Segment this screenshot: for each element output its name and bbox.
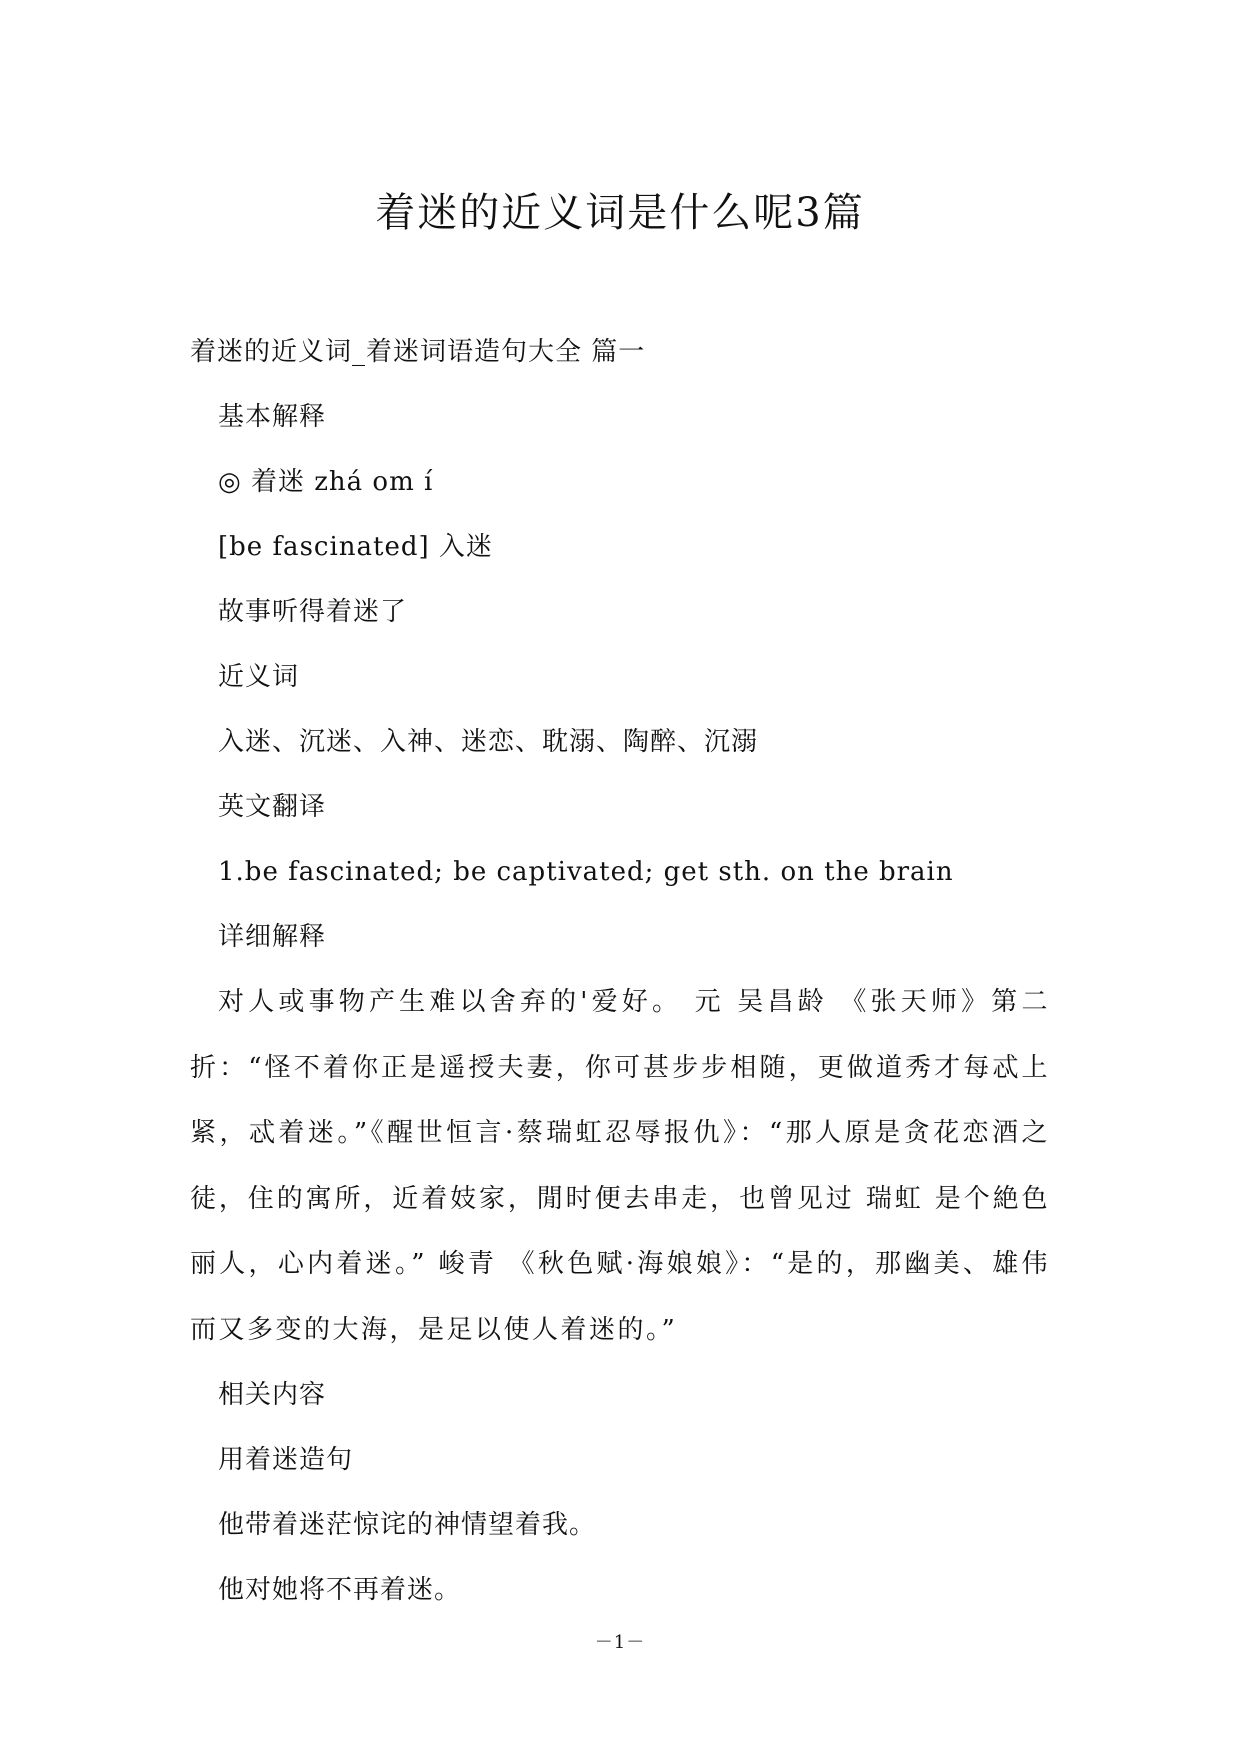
detailed-explanation-heading: 详细解释 bbox=[218, 922, 327, 952]
section-heading: 着迷的近义词_着迷词语造句大全 篇一 bbox=[190, 337, 646, 367]
sentence-example: 他带着迷茫惊诧的神情望着我。 bbox=[218, 1510, 597, 1540]
sentence-examples-heading: 用着迷造句 bbox=[218, 1445, 354, 1475]
english-translation-heading: 英文翻译 bbox=[218, 792, 327, 822]
document-body bbox=[190, 320, 1050, 1623]
pinyin-line: ◎ 着迷 zhá om í bbox=[218, 467, 434, 497]
page-number: －1－ bbox=[594, 1632, 646, 1653]
document-title: 着迷的近义词是什么呢3篇 bbox=[375, 189, 865, 236]
english-translation-line: 1.be fascinated; be captivated; get sth. on the brain bbox=[218, 857, 954, 887]
basic-explanation-heading: 基本解释 bbox=[218, 402, 327, 432]
example-line: 故事听得着迷了 bbox=[218, 597, 408, 627]
synonyms-heading: 近义词 bbox=[218, 662, 300, 692]
related-content-heading: 相关内容 bbox=[218, 1380, 327, 1410]
synonyms-list: 入迷、沉迷、入神、迷恋、耽溺、陶醉、沉溺 bbox=[218, 727, 759, 757]
detailed-explanation-paragraph: 对人或事物产生难以舍弃的'爱好。 元 吴昌龄 《张天师》第二折：“怪不着你正是遥授夫妻，你可甚步步相随，更做道秀才每忒上紧，忒着迷。”《醒世恒言·蔡瑞虹忍辱报仇》：“那人原是贪花恋酒之徒，住的寓所，近着妓家，閒时便去串走，也曾见过 瑞虹 是个絶色丽人，心内着迷。” 峻青 《秋色赋·海娘娘》：“是的，那幽美、雄伟而又多变的大海，是足以使人着迷的。” bbox=[190, 987, 1050, 1345]
english-gloss-line: [be fascinated] 入迷 bbox=[218, 532, 493, 562]
sentence-example: 他对她将不再着迷。 bbox=[218, 1575, 462, 1605]
